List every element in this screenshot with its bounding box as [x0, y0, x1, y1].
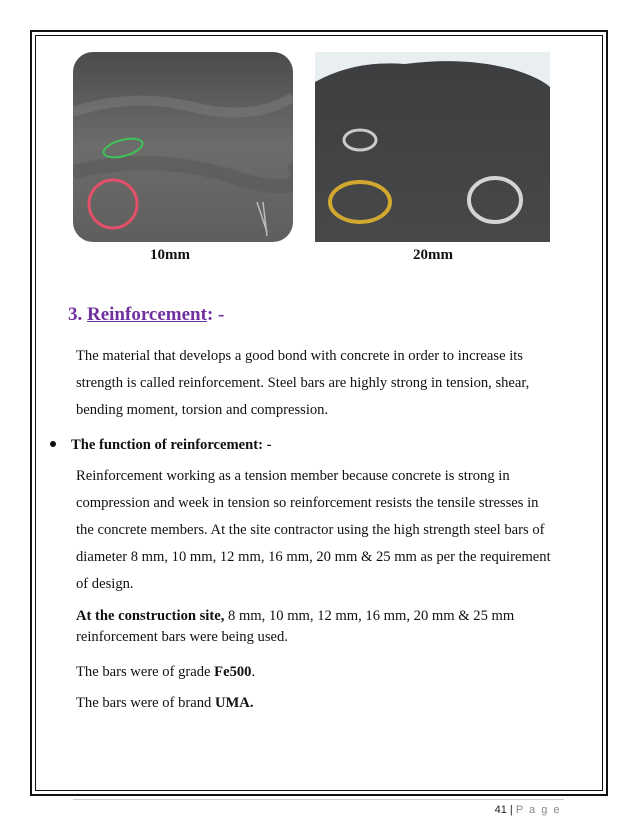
- brand-paragraph: [76, 690, 556, 717]
- heading-number: 3.: [68, 304, 83, 325]
- heading-suffix: : -: [206, 304, 225, 325]
- grade-pre: The bars were of grade: [76, 664, 215, 680]
- caption-10mm: 10mm: [150, 247, 190, 263]
- brand-pre: The bars were of brand: [76, 695, 215, 711]
- bullet-icon: [50, 441, 56, 447]
- page-footer: [495, 804, 561, 816]
- site-rest: 8 mm, 10 mm, 12 mm, 16 mm, 20 mm & 25 mm reinforcement bars were being used.: [76, 608, 515, 645]
- caption-20mm: 20mm: [413, 247, 453, 263]
- brand-value: UMA.: [214, 695, 254, 711]
- site-paragraph: [76, 606, 556, 648]
- aggregate-20mm-photo: [315, 52, 550, 242]
- site-bold: At the construction site,: [76, 608, 225, 624]
- footer-separator: |: [506, 804, 516, 816]
- intro-paragraph: The material that develops a good bond with concrete in order to increase its strength is called reinforcement. Steel bars are highly strong in tension, shear, bending moment, torsion and compression.: [76, 348, 530, 418]
- bullet-item: [50, 437, 272, 454]
- function-paragraph: Reinforcement working as a tension member because concrete is strong in compression and week in tension so reinforcement resists the tensile stresses in the concrete members. At the site contractor using the high strength steel bars of diameter 8 mm, 10 mm, 12 mm, 16 mm, 20 mm & 25 mm as per the requirement of design.: [76, 468, 551, 592]
- grade-paragraph: [76, 659, 556, 686]
- footer-divider: [73, 799, 564, 800]
- page-number: 41: [494, 804, 507, 816]
- aggregate-10mm-photo: [73, 52, 293, 242]
- bullet-text: The function of reinforcement: -: [71, 437, 272, 453]
- heading-title: Reinforcement: [87, 304, 207, 325]
- page-label: P a g e: [515, 804, 561, 816]
- section-heading: [68, 304, 224, 326]
- grade-value: Fe500: [214, 664, 252, 680]
- grade-post: .: [251, 664, 256, 680]
